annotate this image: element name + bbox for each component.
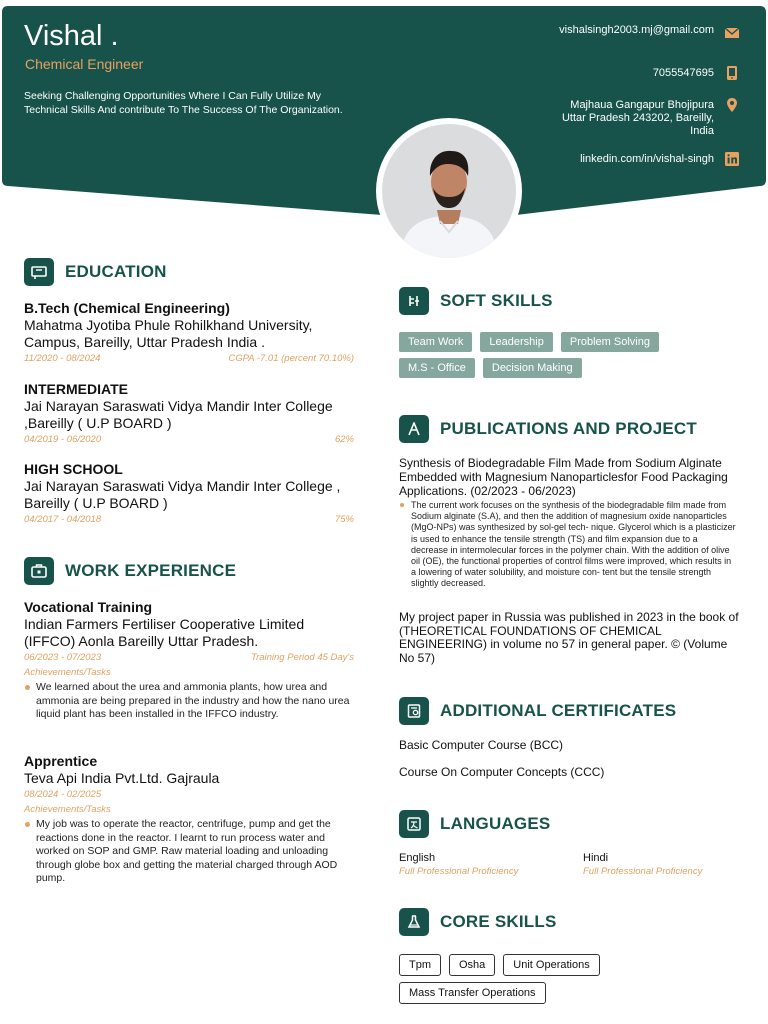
phone-icon: [724, 65, 740, 81]
linkedin-icon: [724, 151, 740, 167]
briefcase-icon: [24, 557, 54, 585]
compass-icon: [399, 415, 429, 443]
language-item: [583, 852, 763, 877]
profile-photo: [376, 118, 522, 264]
skill-chip: Decision Making: [483, 358, 582, 378]
work-dates: 06/2023 - 07/2023: [24, 652, 102, 663]
publication-bullet: The current work focuses on the synthesis of the biodegradable film made from Sodium alginate (S.A), and then the addition of magnesium oxide nanoparticles (MgO-NPs) was synthesized by sol-gel tech- nique. Glycerol which is a plasticizer is used to enhance the tensile strength (TS) and film expansion due to a decrease in intermolecular forces in the polymer chain. With the addition of olive oil (OE), the functional properties of control films were improved, which results in a lowering of water solubility, and moisture con- tent but the tensile strength slightly decreased.: [399, 500, 737, 590]
work-note: Training Period 45 Day's: [250, 652, 354, 663]
certificate-item: Course On Computer Concepts (CCC): [399, 765, 605, 779]
language-item: [399, 852, 579, 877]
core-skills-section-header: [399, 908, 557, 936]
skill-chip: Problem Solving: [561, 332, 659, 352]
work-item: [24, 753, 354, 886]
puzzle-icon: [399, 287, 429, 315]
work-dates: 08/2024 - 02/2025: [24, 789, 102, 800]
work-item: [24, 599, 354, 722]
school-name: Mahatma Jyotiba Phule Rohilkhand University, Campus, Bareilly, Uttar Pradesh India .: [24, 317, 313, 350]
publications-title: PUBLICATIONS AND PROJECT: [440, 419, 697, 438]
school-name: Jai Narayan Saraswati Vidya Mandir Inter College ,Bareilly ( U.P BOARD ): [24, 398, 333, 431]
education-dates: 04/2017 - 04/2018: [24, 514, 102, 525]
degree-name: INTERMEDIATE: [24, 381, 128, 397]
address-text: Majhaua Gangapur Bhojipura Uttar Pradesh 243202, Bareilly, India: [561, 99, 714, 137]
publications-section-header: [399, 415, 697, 443]
work-section-header: [24, 557, 236, 585]
graduation-cap-icon: [24, 258, 54, 286]
language-level: Full Professional Proficiency: [583, 866, 703, 877]
skill-chip: Leadership: [480, 332, 552, 352]
core-skills-list: [399, 954, 699, 1004]
core-skill-chip: Tpm: [399, 954, 441, 976]
soft-skills-list: [399, 332, 739, 378]
skill-chip: Team Work: [399, 332, 472, 352]
education-score: 62%: [334, 434, 354, 445]
language-level: Full Professional Proficiency: [399, 866, 519, 877]
education-dates: 04/2019 - 06/2020: [24, 434, 102, 445]
language-name: English: [399, 852, 436, 864]
phone-text[interactable]: 7055547695: [652, 67, 714, 79]
profile-photo-image: [382, 124, 516, 258]
publication-title: Synthesis of Biodegradable Film Made from Sodium Alginate Embedded with Magnesium Nanoparticlesfor Food Packaging Applications. (02/2023 - 06/2023): [399, 456, 728, 498]
education-score: CGPA -7.01 (percent 70.10%): [228, 353, 354, 364]
achievements-label: Achievements/Tasks: [24, 667, 111, 678]
school-name: Jai Narayan Saraswati Vidya Mandir Inter College , Bareilly ( U.P BOARD ): [24, 478, 341, 511]
core-skill-chip: Unit Operations: [503, 954, 599, 976]
education-score: 75%: [334, 514, 354, 525]
degree-name: HIGH SCHOOL: [24, 461, 123, 477]
languages-section-header: [399, 810, 550, 838]
education-item: [24, 461, 354, 525]
core-skill-chip: Osha: [449, 954, 495, 976]
soft-skills-title: SOFT SKILLS: [440, 291, 553, 310]
work-position: Apprentice: [24, 753, 98, 769]
email-icon: [724, 25, 740, 41]
translate-icon: [399, 810, 429, 838]
degree-name: B.Tech (Chemical Engineering): [24, 300, 230, 316]
languages-title: LANGUAGES: [440, 814, 551, 833]
skill-chip: M.S - Office: [399, 358, 475, 378]
work-title: WORK EXPERIENCE: [65, 561, 237, 580]
certificate-item: Basic Computer Course (BCC): [399, 738, 564, 752]
publication-paper: My project paper in Russia was published in 2023 in the book of (THEORETICAL FOUNDATIONS OF CHEMICAL ENGINEERING) in volume no 57 in general paper. © (Volume No 57): [399, 610, 739, 665]
email-text[interactable]: vishalsingh2003.mj@gmail.com: [559, 24, 714, 36]
flask-icon: [399, 908, 429, 936]
certificates-title: ADDITIONAL CERTIFICATES: [440, 701, 677, 720]
education-title: EDUCATION: [65, 262, 167, 281]
education-item: [24, 381, 354, 445]
education-section-header: [24, 258, 167, 286]
achievements-label: Achievements/Tasks: [24, 804, 111, 815]
candidate-name: Vishal .: [24, 20, 119, 52]
work-company: Teva Api India Pvt.Ltd. Gajraula: [24, 770, 220, 786]
soft-skills-section-header: [399, 287, 553, 315]
core-skill-chip: Mass Transfer Operations: [399, 982, 546, 1004]
work-bullet: My job was to operate the reactor, centrifuge, pump and get the reactions done in the reactor. I learnt to run process water and worked on SOP and GMP. Raw material loading and unloading through globe box and getting the material charged through AOD pump.: [24, 818, 354, 886]
education-dates: 11/2020 - 08/2024: [24, 353, 101, 364]
job-title: Chemical Engineer: [25, 56, 144, 72]
work-company: Indian Farmers Fertiliser Cooperative Limited (IFFCO) Aonla Bareilly Uttar Pradesh.: [24, 616, 305, 649]
linkedin-text[interactable]: linkedin.com/in/vishal-singh: [580, 153, 714, 165]
work-bullet: We learned about the urea and ammonia plants, how urea and ammonia are being prepared in the industry and how the nano urea liquid plant has been installed in the IFFCO industry.: [24, 681, 354, 722]
language-name: Hindi: [583, 852, 609, 864]
work-position: Vocational Training: [24, 599, 153, 615]
education-item: [24, 300, 354, 364]
certificate-icon: [399, 697, 429, 725]
career-summary: Seeking Challenging Opportunities Where I Can Fully Utilize My Technical Skills And contribute To The Success Of The Organization.: [24, 90, 343, 116]
certificates-section-header: [399, 697, 676, 725]
location-pin-icon: [724, 97, 740, 113]
core-skills-title: CORE SKILLS: [440, 912, 557, 931]
